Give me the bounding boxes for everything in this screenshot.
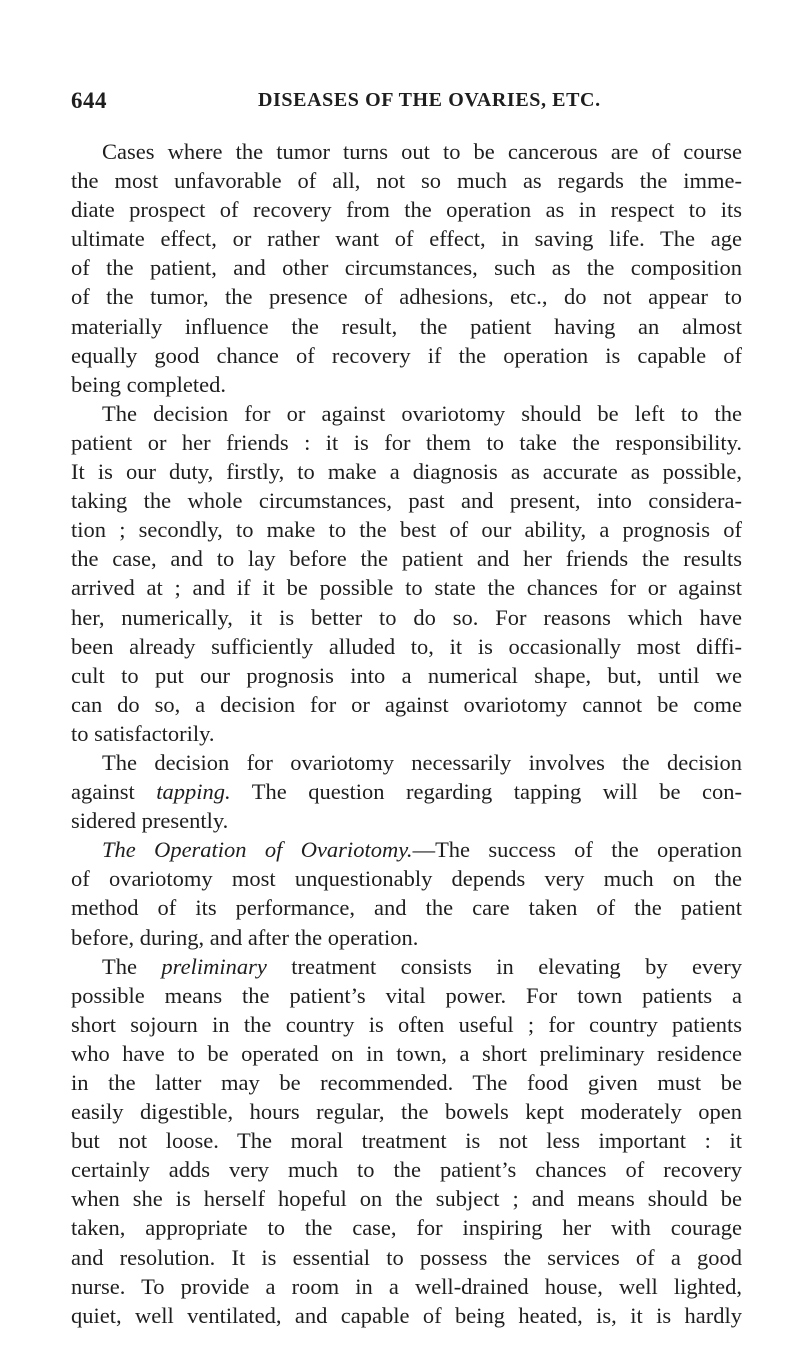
text-line [71,370,742,399]
text-segment: taking the whole circumstances, past and present, into considera- [71,488,742,514]
text-line [71,428,742,457]
text-line [71,399,742,428]
text-line [71,486,742,515]
text-segment: who have to be operated on in town, a short preliminary residence [71,1040,742,1066]
text-segment: her, numerically, it is better to do so. For reasons which have [71,604,742,630]
page-number: 644 [71,88,107,113]
text-line [71,1272,742,1301]
text-segment: and resolution. It is essential to possess the services of a good [71,1244,742,1270]
italic-text: preliminary [161,953,267,979]
text-segment: quiet, well ventilated, and capable of being heated, is, it is hardly [71,1302,742,1328]
text-line [71,1097,742,1126]
text-segment: treatment consists in elevating by every [266,953,742,979]
text-line [71,1155,742,1184]
text-segment: easily digestible, hours regular, the bowels kept moderately open [71,1099,742,1125]
running-title: DISEASES OF THE OVARIES, ETC. [258,89,601,111]
text-segment: materially influence the result, the patient having an almost [71,313,742,339]
text-segment: ultimate effect, or rather want of effect, in saving life. The age [71,226,742,252]
text-segment: against [71,779,157,805]
text-line [71,1243,742,1272]
text-line [71,835,742,864]
text-segment: before, during, and after the operation. [71,924,419,950]
text-segment: It is our duty, firstly, to make a diagnosis as accurate as possible, [71,459,742,485]
text-segment: method of its performance, and the care taken of the patient [71,895,742,921]
running-head [0,88,800,118]
body-text [71,137,742,1330]
text-line [71,195,742,224]
text-line [71,923,742,952]
text-segment: The decision for or against ovariotomy should be left to the [102,400,742,426]
text-line [71,1126,742,1155]
text-line [71,952,742,981]
italic-text: tapping. [156,779,231,805]
text-line [71,1068,742,1097]
text-line [71,981,742,1010]
text-line [71,864,742,893]
text-line [71,573,742,602]
text-segment: of the patient, and other circumstances, such as the composition [71,255,742,281]
text-segment: the most unfavorable of all, not so much as regards the imme- [71,168,742,194]
text-segment: certainly adds very much to the patient’s chances of recovery [71,1157,742,1183]
text-segment: but not loose. The moral treatment is not less important : it [71,1128,742,1154]
text-segment: taken, appropriate to the case, for inspiring her with courage [71,1215,742,1241]
text-segment: can do so, a decision for or against ovariotomy cannot be come [71,691,742,717]
text-line [71,603,742,632]
text-segment: The question regarding tapping will be con- [230,779,742,805]
text-segment: the case, and to lay before the patient and her friends the results [71,546,742,572]
text-segment: of the tumor, the presence of adhesions, etc., do not appear to [71,284,742,310]
text-line [71,515,742,544]
text-line [71,806,742,835]
text-segment: of ovariotomy most unquestionably depends very much on the [71,866,742,892]
text-line [71,719,742,748]
text-segment: short sojourn in the country is often useful ; for country patients [71,1011,742,1037]
text-segment: sidered presently. [71,808,229,834]
text-segment: The [102,953,162,979]
text-segment: been already sufficiently alluded to, it is occasionally most diffi- [71,633,742,659]
text-line [71,137,742,166]
text-segment: The decision for ovariotomy necessarily involves the decision [102,749,742,775]
text-segment: to satisfactorily. [71,720,215,746]
text-segment: diate prospect of recovery from the operation as in respect to its [71,197,742,223]
text-line [71,457,742,486]
text-segment: nurse. To provide a room in a well-drained house, well lighted, [71,1273,742,1299]
text-segment: in the latter may be recommended. The food given must be [71,1070,742,1095]
text-line [71,253,742,282]
text-segment: when she is herself hopeful on the subject ; and means should be [71,1186,742,1212]
text-line [71,282,742,311]
text-line [71,632,742,661]
text-segment: arrived at ; and if it be possible to state the chances for or against [71,575,742,601]
italic-text: The Operation of Ovariotomy. [102,837,413,863]
text-segment: possible means the patient’s vital power. For town patients a [71,982,742,1008]
text-segment: patient or her friends : it is for them to take the responsibility. [71,429,742,455]
text-line [71,166,742,195]
text-segment: equally good chance of recovery if the operation is capable of [71,342,742,368]
text-line [71,1010,742,1039]
text-line [71,1039,742,1068]
text-line [71,893,742,922]
text-line [71,690,742,719]
text-line [71,341,742,370]
text-line [71,312,742,341]
text-segment: —The success of the operation [412,837,742,863]
text-line [71,777,742,806]
text-line [71,1301,742,1330]
text-line [71,1213,742,1242]
text-segment: tion ; secondly, to make to the best of our ability, a prognosis of [71,517,742,543]
text-line [71,661,742,690]
text-line [71,224,742,253]
text-segment: cult to put our prognosis into a numerical shape, but, until we [71,662,742,688]
text-line [71,1184,742,1213]
text-line [71,748,742,777]
text-line [71,544,742,573]
text-segment: being completed. [71,371,226,397]
text-segment: Cases where the tumor turns out to be cancerous are of course [102,139,742,164]
